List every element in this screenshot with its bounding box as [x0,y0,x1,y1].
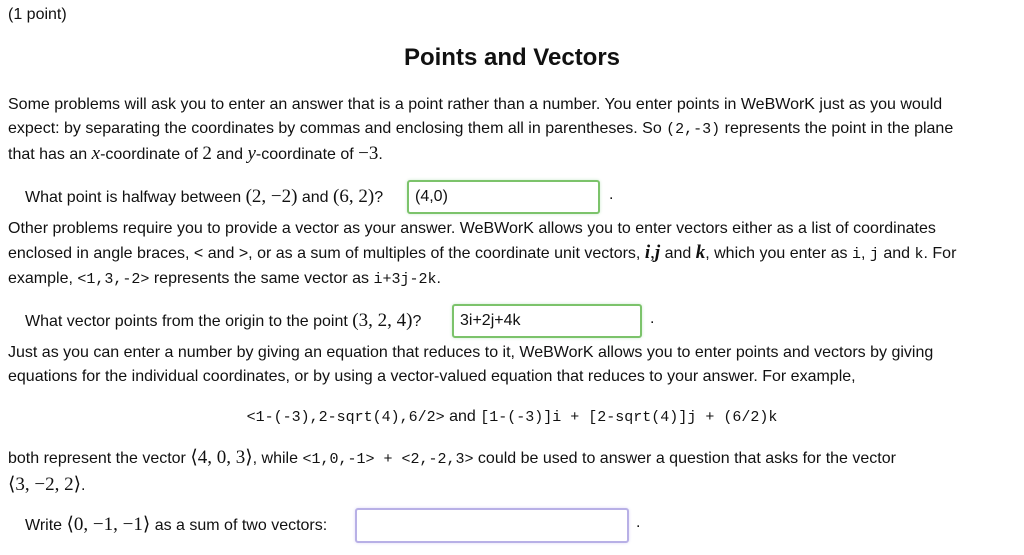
question-text: What point is halfway between [25,189,246,206]
code-j: j [869,246,879,263]
vector-line-1: Other problems require you to provide a vector as your answer. WeBWorK allows you to enter vectors either as a list of coordinates [8,220,936,237]
answer-input-2[interactable] [452,304,642,338]
question-1-period: . [609,186,614,203]
text: both represent the vector [8,450,191,467]
text: and [444,408,481,425]
math-j: j [654,242,661,263]
text: , [860,245,870,262]
answer-input-3[interactable] [355,508,629,543]
text: example, [8,270,78,287]
code-vector-sum: i+3j-2k [373,271,437,288]
question-2 [25,309,421,334]
question-2-period: . [650,310,655,327]
math-point-1: (2, −2) [245,186,298,207]
question-text: What vector points from the origin to the point [25,313,353,330]
equation-paragraph [8,341,1014,389]
intro-line-3 [8,142,1014,167]
code-vector: <1,3,-2> [77,271,150,288]
text: , which you enter as [705,245,852,262]
text: -coordinate of [100,146,203,163]
math-point: (3, 2, 4) [352,310,413,331]
math-vector: ⟨4, 0, 3⟩ [190,447,253,468]
text: expect: by separating the coordinates by commas and enclosing them all in parentheses. So [8,120,667,137]
question-3-period: . [636,514,641,531]
text: and [660,245,696,262]
question-text: Write [25,517,67,534]
intro-line-1: Some problems will ask you to enter an answer that is a point rather than a number. You enter points in WeBWorK just as you would [8,96,943,113]
text: and [211,146,248,163]
intro-line-2 [8,117,1014,142]
question-3 [25,513,327,538]
code-point: (2,-3) [666,121,721,138]
code-example-1: <1-(-3),2-sqrt(4),6/2> [246,409,445,426]
text: . [378,146,383,163]
text: could be used to answer a question that asks for the vector [473,450,896,467]
vector-line-2 [8,241,1014,267]
question-text: and [297,189,334,206]
code-example-2: [1-(-3)]i + [2-sqrt(4)]j + (6/2)k [480,409,778,426]
math-x: x [91,143,101,164]
question-text: ? [412,313,422,330]
math-neg3: −3 [358,143,379,164]
math-y: y [247,143,256,164]
intro-paragraph [8,93,1014,167]
math-2: 2 [202,143,212,164]
answer-input-1[interactable] [407,180,600,214]
math-i: i [644,242,651,263]
math-vector: ⟨3, −2, 2⟩ [8,474,82,495]
text: , while [252,450,303,467]
text: and [878,245,915,262]
both-line-2 [8,472,1014,498]
text: -coordinate of [255,146,359,163]
math-vector: ⟨0, −1, −1⟩ [66,514,151,535]
equation-line-2: equations for the individual coordinates, or by using a vector-valued equation that reduces to your answer. For example, [8,368,856,385]
vector-paragraph [8,217,1014,292]
text: . [81,477,86,494]
code-i: i [851,246,861,263]
example-line [0,405,1024,430]
equation-line-1: Just as you can enter a number by giving an equation that reduces to it, WeBWorK allows you to enter points and vectors by giving [8,344,934,361]
math-comma: , [650,242,655,263]
text: represents the same vector as [149,270,374,287]
vector-line-3 [8,267,1014,292]
code-k: k [914,246,924,263]
page-title: Points and Vectors [403,44,621,71]
text: enclosed in angle braces, < and >, or as a sum of multiples of the coordinate unit vectors, [8,245,645,262]
question-1 [25,185,383,210]
text: represents the point in the plane [720,120,954,137]
text: . [436,270,441,287]
question-text: ? [374,189,384,206]
question-text: as a sum of two vectors: [150,517,328,534]
both-paragraph [8,445,1014,498]
points-label: (1 point) [8,6,67,23]
math-k: k [695,242,706,263]
both-line-1 [8,445,1014,472]
code-vector-sum: <1,0,-1> + <2,-2,3> [302,451,474,468]
text: that has an [8,146,92,163]
math-point-2: (6, 2) [333,186,375,207]
text: . For [923,245,957,262]
